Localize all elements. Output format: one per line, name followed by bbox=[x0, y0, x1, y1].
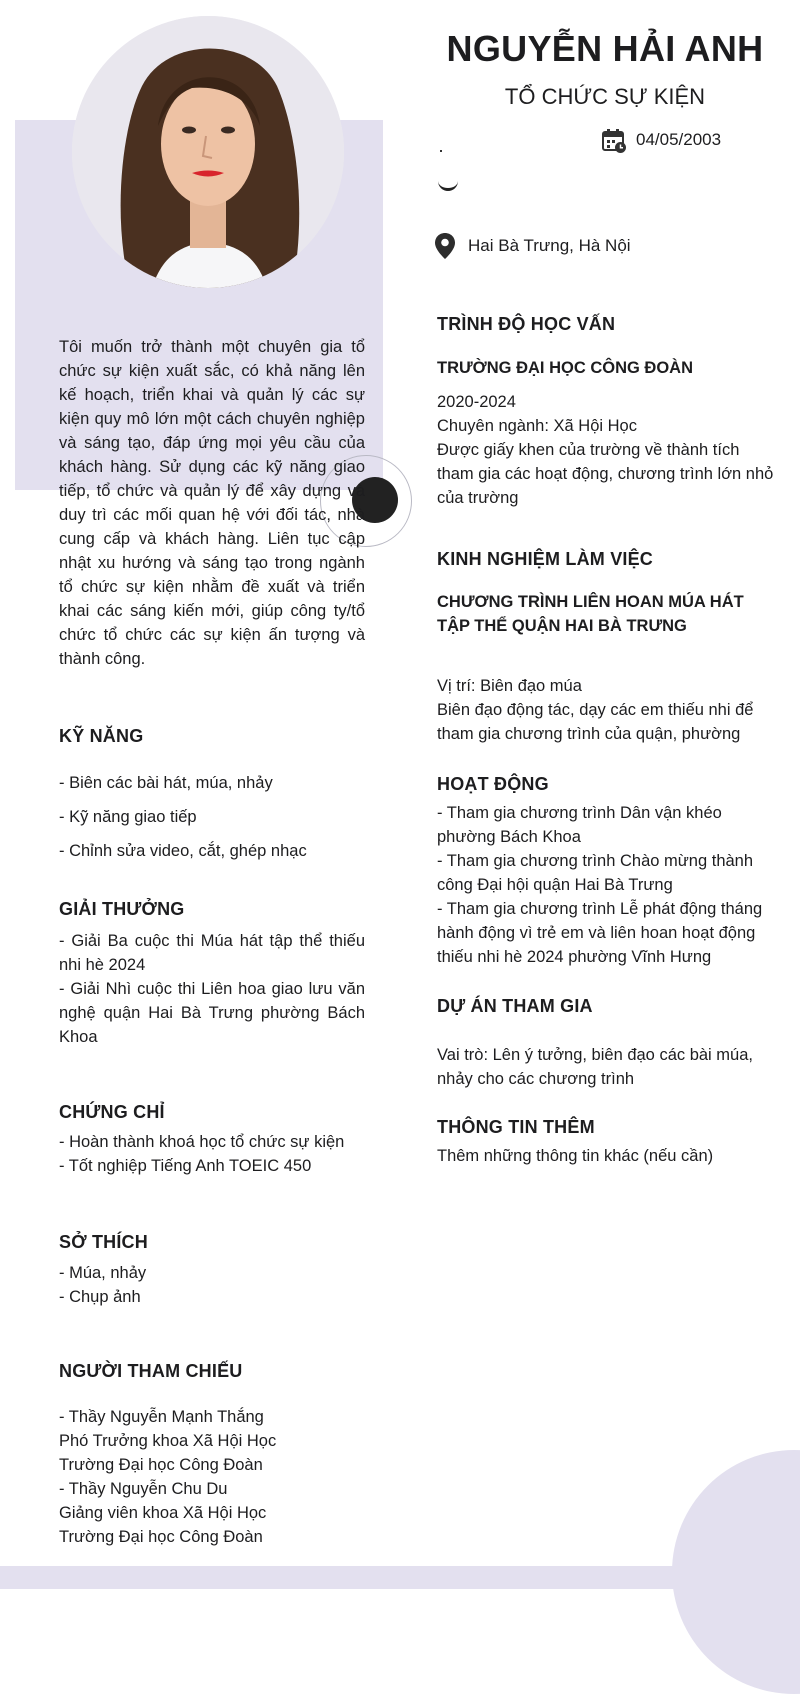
award-item: - Giải Nhì cuộc thi Liên hoa giao lưu văn nghệ quận Hai Bà Trưng phường Bách Khoa bbox=[59, 980, 365, 1046]
certificates-heading: CHỨNG CHỈ bbox=[59, 1102, 165, 1122]
skill-item: - Kỹ năng giao tiếp bbox=[59, 808, 197, 826]
activities-list: - Tham gia chương trình Dân vận khéo phường Bách Khoa - Tham gia chương trình Chào mừng thành công Đại hội quận Hai Bà Trưng - Tham gia chương trình Lễ phát động tháng hành động vì trẻ em và liên hoan hoạt động thiếu nhi hè 2024 phường Vĩnh Hưng bbox=[437, 804, 763, 966]
experience-role: Vị trí: Biên đạo múa bbox=[437, 677, 582, 695]
job-title: TỔ CHỨC SỰ KIỆN bbox=[504, 84, 706, 109]
additional-info-text: Thêm những thông tin khác (nếu cần) bbox=[437, 1147, 714, 1165]
skill-item: - Chỉnh sửa video, cắt, ghép nhạc bbox=[59, 842, 307, 860]
decorative-mark bbox=[440, 150, 442, 152]
career-objective: Tôi muốn trở thành một chuyên gia tổ chức sự kiện xuất sắc, có khả năng lên kế hoạch, triển khai và quản lý các sự kiện quy mô lớn một cách chuyên nghiệp và sáng tạo, đáp ứng mọi yêu cầu của khách hàng. Sử dụng các kỹ năng giao tiếp, tổ chức và quản lý để xây dựng và duy trì các mối quan hệ với đối tác, nhà cung cấp và khách hàng. Liên tục cập nhật xu hướng và sáng tạo trong ngành tổ chức sự kiện nhằm đề xuất và triển khai các sáng kiến mới, giúp công ty/tổ chức tổ chức các sự kiện ấn tượng và thành công. bbox=[59, 338, 365, 668]
project-description: Vai trò: Lên ý tưởng, biên đạo các bài múa, nhảy cho các chương trình bbox=[437, 1046, 753, 1088]
references-heading: NGƯỜI THAM CHIẾU bbox=[59, 1361, 243, 1381]
portrait-illustration bbox=[72, 16, 344, 288]
award-item: - Giải Ba cuộc thi Múa hát tập thể thiếu nhi hè 2024 bbox=[59, 932, 365, 974]
experience-description: Biên đạo động tác, dạy các em thiếu nhi để tham gia chương trình của quận, phường bbox=[437, 701, 754, 743]
education-major: Chuyên ngành: Xã Hội Học bbox=[437, 417, 637, 435]
activities-heading: HOẠT ĐỘNG bbox=[437, 774, 549, 794]
certificate-item: - Tốt nghiệp Tiếng Anh TOEIC 450 bbox=[59, 1157, 312, 1175]
experience-program: CHƯƠNG TRÌNH LIÊN HOAN MÚA HÁT TẬP THỂ QUẬN HAI BÀ TRƯNG bbox=[437, 593, 744, 635]
address: Hai Bà Trưng, Hà Nội bbox=[468, 236, 631, 255]
skill-item: - Biên các bài hát, múa, nhảy bbox=[59, 774, 273, 792]
bottom-accent-bar bbox=[0, 1566, 800, 1589]
reference-line: Trường Đại học Công Đoàn bbox=[59, 1456, 263, 1474]
calendar-icon bbox=[601, 128, 627, 159]
reference-line: - Thầy Nguyễn Chu Du bbox=[59, 1480, 228, 1498]
awards-heading: GIẢI THƯỞNG bbox=[59, 899, 185, 919]
education-note: Được giấy khen của trường về thành tích tham gia các hoạt động, chương trình lớn nhỏ của trường bbox=[437, 441, 774, 507]
reference-line: - Thầy Nguyễn Mạnh Thắng bbox=[59, 1408, 264, 1426]
profile-photo bbox=[72, 16, 344, 288]
skills-heading: KỸ NĂNG bbox=[59, 726, 144, 746]
education-heading: TRÌNH ĐỘ HỌC VẤN bbox=[437, 314, 616, 334]
certificate-item: - Hoàn thành khoá học tổ chức sự kiện bbox=[59, 1133, 345, 1151]
experience-heading: KINH NGHIỆM LÀM VIỆC bbox=[437, 549, 654, 569]
hobby-item: - Múa, nhảy bbox=[59, 1264, 147, 1282]
projects-heading: DỰ ÁN THAM GIA bbox=[437, 996, 593, 1016]
reference-line: Trường Đại học Công Đoàn bbox=[59, 1528, 263, 1546]
map-pin-icon bbox=[434, 232, 456, 265]
reference-line: Giảng viên khoa Xã Hội Học bbox=[59, 1504, 267, 1522]
hobby-item: - Chụp ảnh bbox=[59, 1288, 141, 1306]
birthdate: 04/05/2003 bbox=[636, 130, 722, 149]
reference-line: Phó Trưởng khoa Xã Hội Học bbox=[59, 1432, 277, 1450]
education-years: 2020-2024 bbox=[437, 393, 516, 411]
full-name: NGUYỄN HẢI ANH bbox=[446, 28, 764, 69]
decorative-curve bbox=[438, 180, 458, 191]
hobbies-heading: SỞ THÍCH bbox=[59, 1232, 148, 1252]
additional-info-heading: THÔNG TIN THÊM bbox=[437, 1117, 595, 1137]
school-name: TRƯỜNG ĐẠI HỌC CÔNG ĐOÀN bbox=[437, 359, 694, 377]
